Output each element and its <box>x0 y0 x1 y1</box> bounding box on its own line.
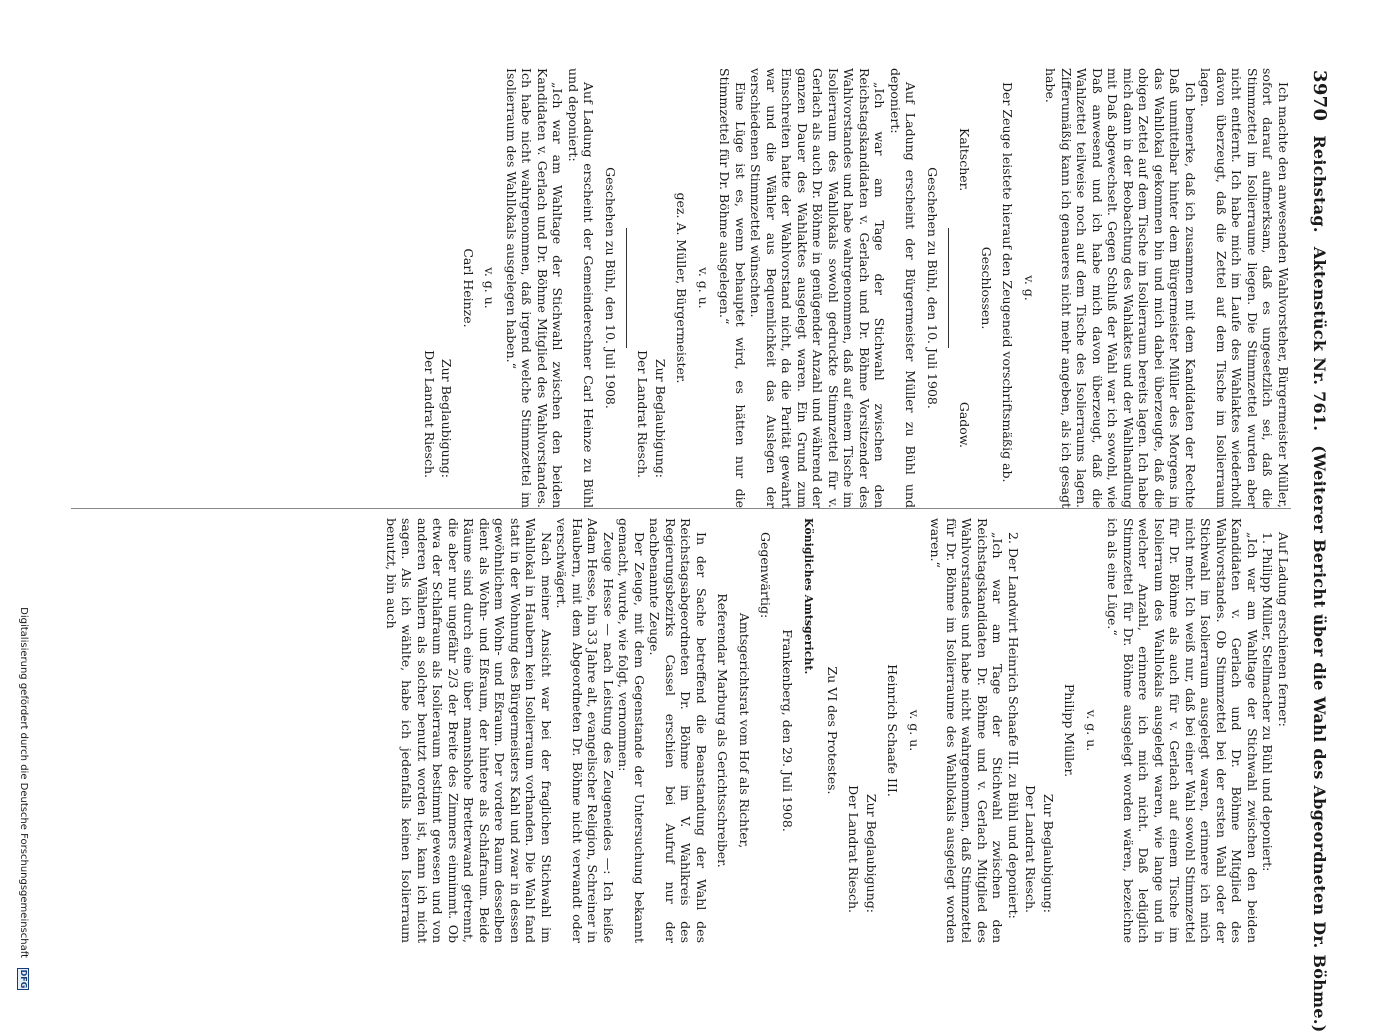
paragraph: 2. Der Landwirt Heinrich Schaafe III. zu Bühl und deponiert: <box>1006 532 1021 919</box>
clerk-line: Referendar Marburg als Gerichtsschreiber. <box>715 593 731 868</box>
left-column <box>71 68 1291 508</box>
date-line: Frankenberg, den 29. Juli 1908. <box>780 629 795 832</box>
signature: Philipp Müller. <box>1062 683 1078 778</box>
vgu-mark: v. g. u. <box>482 267 498 309</box>
paragraph: In der Sache betreffend die Beanstandung der Wahl des Reichstagsabgeordneten Dr. Böhme im V. Wahlkreis des Regierungsbezirks Cassel erschien bei Aufruf nur der nachbenannte Zeuge. <box>647 518 709 943</box>
vgu-mark: v. g. u. <box>696 267 711 309</box>
page-subtitle: (Weiterer Bericht über die Wahl des Abgeordneten Dr. Böhme.) <box>1310 445 1329 1033</box>
signature: Gadow. <box>957 401 973 448</box>
certification-label: Zur Beglaubigung: <box>1041 793 1056 913</box>
paragraph: Zeuge Hesse — nach Leistung des Zeugeneides —: Ich heiße Adam Hesse, bin 33 Jahre alt, evangelischer Religion, Schreiner in Haubern, mit dem Abgeordneten Dr. Böhme nicht verwandt oder verschwägert. <box>554 518 616 943</box>
landrat-signature: Der Landrat Riesch. <box>422 350 437 478</box>
file-number: Aktenstück Nr. 761. <box>1310 246 1329 432</box>
column-divider <box>71 508 1291 509</box>
judge-line: Amtsgerichtsrat vom Hof als Richter, <box>737 612 752 849</box>
certification-label: Zur Beglaubigung: <box>653 358 668 478</box>
paragraph: Auf Ladung erscheint der Gemeinderechner Carl Heinze zu Bühl und deponiert: <box>566 68 597 508</box>
paragraph: Auf Ladung erschienen ferner: <box>1276 532 1291 727</box>
paragraph: Der Zeuge leistete hierauf den Zeugeneid vorschriftsmäßig ab. <box>1000 82 1016 483</box>
signature: Kaltscher. <box>957 128 973 192</box>
paragraph: Nach meiner Ansicht war bei der fraglichen Stichwahl im Wahllokal in Haubern kein Isolierraum vorhanden. Die Wahl fand statt in der Wohnung des Bürgermeisters Kahl und zwar in dessen gewöhnlichem Wohn- und Eßraum. Der vordere Raum desselben dient als Wohn- und Eßraum, der hintere als Schlafraum. Beide Räume sind durch eine über mannshohe Bretterwand getrennt, die aber nur ungefähr 2/3 der Breite des Zimmers einnimmt. Ob etwa der Schlafraum als Isolierraum bestimmt gewesen und von anderen Wählern als solcher benutzt worden ist, kann ich nicht sagen. Als ich wählte, habe ich jedenfalls keinen Isolierraum benutzt, bin auch <box>384 518 554 943</box>
date-line: Geschehen zu Bühl, den 10. Juli 1908. <box>603 167 618 409</box>
divider <box>626 228 627 348</box>
paragraph: 1. Philipp Müller, Stellmacher zu Bühl und deponiert: <box>1260 532 1276 872</box>
landrat-signature: Der Landrat Riesch. <box>1023 785 1039 913</box>
paragraph: Ich machte den anwesenden Wahlvorsteher, Bürgermeister Müller, sofort darauf aufmerksam, daß es ungesetzlich sei, daß die Stimmzettel im Isolierraume liegen. Die Stimmzettel wurden aber nicht entfernt. Ich habe mich im Laufe des Wahlaktes wiederholt davon überzeugt, daß die Zettel auf dem Tische im Isolierraum lagen. <box>1198 68 1291 508</box>
paragraph: „Ich war am Wahltage der Stichwahl zwischen den beiden Kandidaten v. Gerlach und Dr. Böhme Mitglied des Wahlvorstandes. Ob Stimmzettel bei der ersten Wahl oder der Stichwahl im Isolierraum ausgelegt waren, erinnere ich mich nicht mehr. Ich weiß nur, daß bei einer Wahl sowohl Stimmzettel für Dr. Böhme als auch für v. Gerlach auf einem Tische im Isolierraum des Wahllokals ausgelegt waren, wie lange und in welcher Anzahl, erinnere ich mich nicht. Daß lediglich Stimmzettel für Dr. Böhme ausgelegt worden wären, bezeichne ich als eine Lüge.“ <box>1105 518 1260 943</box>
dfg-logo-icon: DFG <box>19 969 28 989</box>
court-heading: Königliches Amtsgericht. <box>802 518 816 675</box>
running-head <box>1309 70 1330 1033</box>
signature: gez. A. Müller, Bürgermeister. <box>674 192 690 384</box>
vgu-mark: v. g. <box>1022 275 1037 301</box>
divider <box>948 228 949 348</box>
paragraph: „Ich war am Tage der Stichwahl zwischen den Reichstagskandidaten v. Gerlach und Dr. Böhme Vorsitzender des Wahlvorstandes und habe wahrgenommen, daß auf einem Tische im Isolierraum des Wahllokals sowohl gedruckte Stimmzettel für v. Gerlach als auch Dr. Böhme in genügender Anzahl und während der ganzen Dauer des Wahlaktes ausgelegt waren. Ein Grund zum Einschreiten hatte der Wahlvorstand nicht, da die Parität gewahrt war und die Wähler aus Bequemlichkeit das Auslegen der verschiedenen Stimmzettel wünschten. <box>748 68 888 508</box>
vgu-mark: v. g. u. <box>907 709 922 752</box>
landrat-signature: Der Landrat Riesch. <box>846 785 862 913</box>
closing-note: Geschlossen. <box>979 246 994 330</box>
certification-label: Zur Beglaubigung: <box>864 793 879 913</box>
paragraph: Auf Ladung erscheint der Bürgermeister Müller zu Bühl und deponiert: <box>888 68 919 508</box>
footer <box>17 0 29 1000</box>
certification-label: Zur Beglaubigung: <box>439 358 455 478</box>
paragraph: Ich bemerke, daß ich zusammen mit dem Kandidaten der Rechte Daß unmittelbar hinter dem Bürgermeister Müller des Morgens in das Wahllokal gekommen bin und mich dabei überzeugte, daß die obigen Zettel auf dem Tische im Isolierraum bereits lagen. Ich habe mich dann in der Beobachtung des Wahlaktes und der Wahlhandlung mit Daß abgewechselt. Gegen Schluß der Wahl war ich sowohl, wie Daß anwesend und ich habe mich davon überzeugt, daß die Wahlzettel teilweise noch auf dem Tische des Isolierraums lagen. Zifferumäßig kann ich genaueres nicht mehr angeben, als ich gesagt habe. <box>1043 68 1198 508</box>
signature: Heinrich Schaafe III. <box>885 664 901 797</box>
funding-note: Digitalisierung gefördert durch die Deutsche Forschungsgemeinschaft <box>18 607 29 958</box>
right-column <box>71 518 1291 943</box>
page-number: 3970 <box>1309 70 1330 122</box>
paragraph: Gegenwärtig: <box>758 532 774 619</box>
paragraph: „Ich war am Tage der Stichwahl zwischen den Reichstagskandidaten Dr. Böhme und v. Gerlach Mitglied des Wahlvorstandes und habe nicht wahrgenommen, daß Stimmzettel für Dr. Böhme im Isolierraume des Wahllokals ausgelegt worden waren.“ <box>928 518 1006 943</box>
landrat-signature: Der Landrat Riesch. <box>635 350 651 478</box>
paragraph: Der Zeuge, mit dem Gegenstande der Untersuchung bekannt gemacht, wurde, wie folgt, vernommen: <box>616 518 647 943</box>
signature: Carl Heinze. <box>461 248 476 328</box>
signature-row <box>957 68 973 508</box>
section-title: Reichstag. <box>1310 135 1329 233</box>
vgu-mark: v. g. u. <box>1084 709 1099 752</box>
section-heading: Zu VI des Protestes. <box>825 666 840 795</box>
paragraph: Eine Lüge ist es, wenn behauptet wird, es hätten nur die Stimmzettel für Dr. Böhme ausgelegen.“ <box>717 68 748 508</box>
date-line: Geschehen zu Bühl, den 10. Juli 1908. <box>925 167 940 409</box>
paragraph: „Ich war am Wahltage der Stichwahl zwischen den beiden Kandidaten v. Gerlach und Dr. Böhme Mitglied des Wahlvorstandes. Ich habe nicht wahrgenommen, daß irgend welche Stimmzettel im Isolierraum des Wahllokals ausgelegen haben.“ <box>504 68 566 508</box>
